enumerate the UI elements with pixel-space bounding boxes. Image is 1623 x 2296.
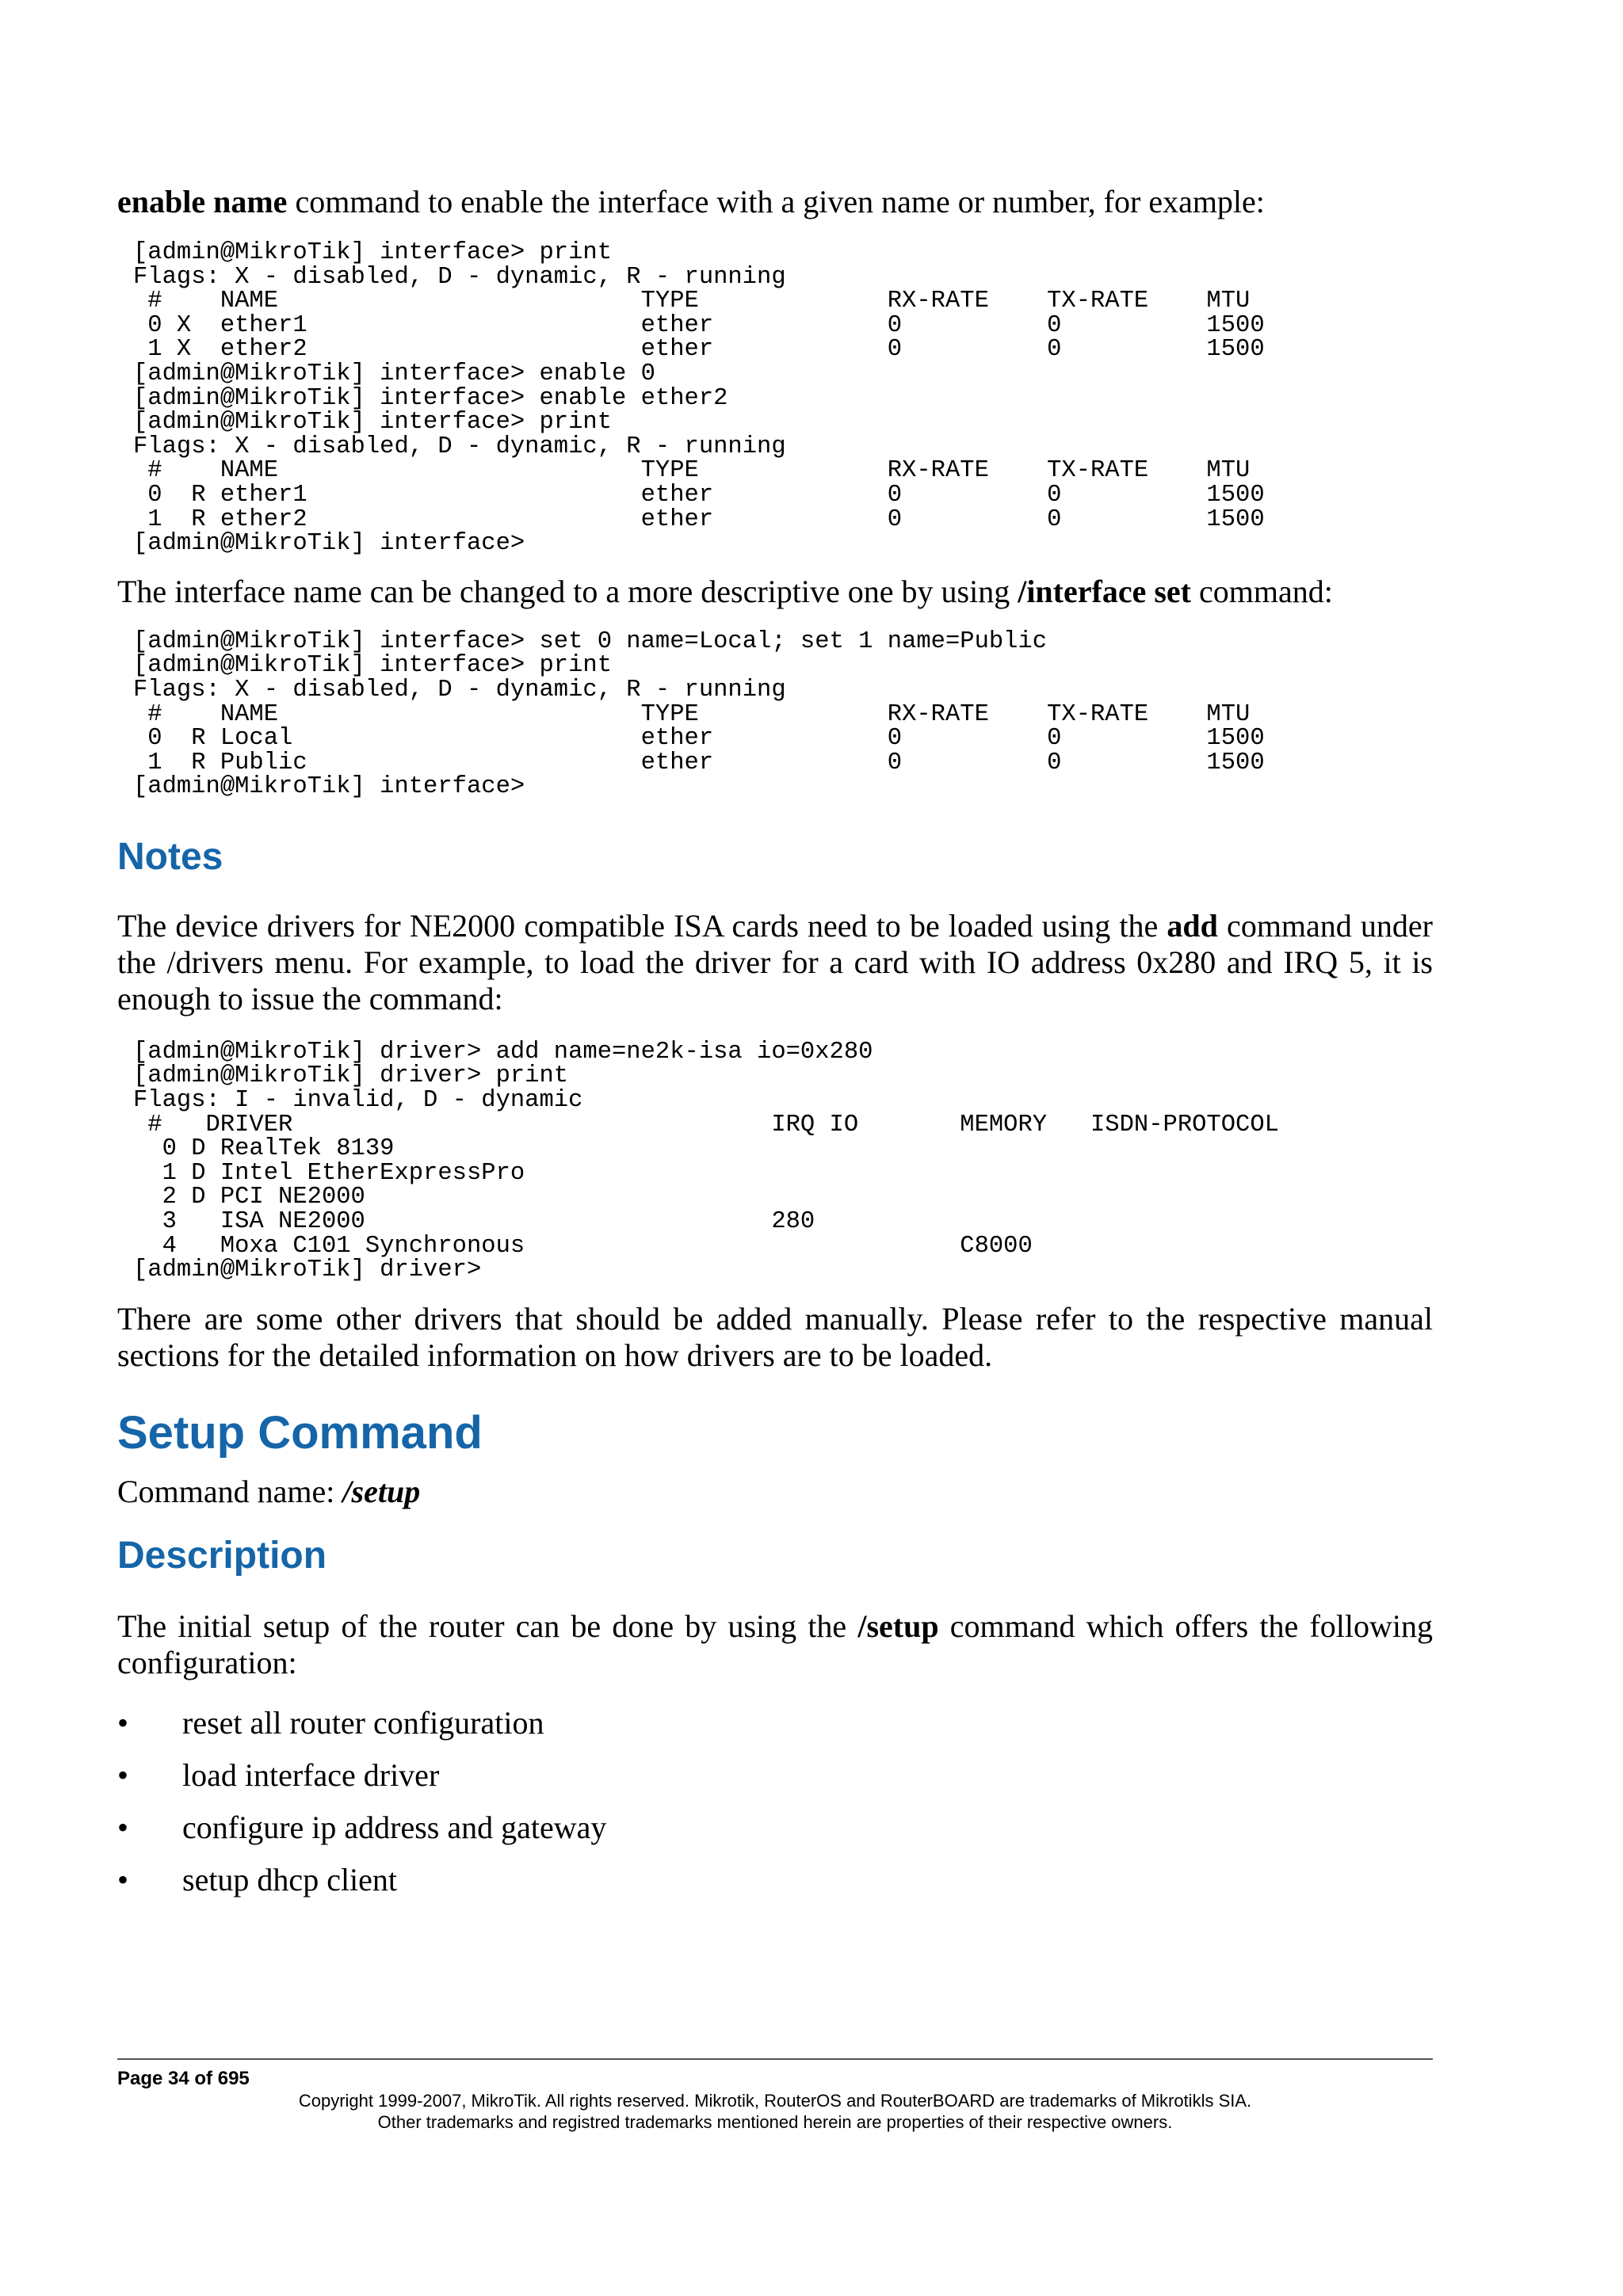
notes-heading: Notes — [117, 835, 223, 878]
list-item — [117, 1810, 1433, 1862]
page-footer — [117, 2058, 1433, 2133]
code-driver-example: [admin@MikroTik] driver> add name=ne2k-isa io=0x280 [admin@MikroTik] driver> print Flags: I - invalid, D - dynamic # DRIVER IRQ IO MEMORY ISDN-PROTOCOL 0 D RealTek 8139 1 D Intel EtherExpressPro 2 D PCI NE2000 3 ISA NE2000 280 4 Moxa C101 Synchronous C8000 [admin@MikroTik] driver> — [133, 1038, 1279, 1284]
rename-text-after: command: — [1190, 573, 1333, 609]
bullet-icon: • — [117, 1861, 129, 1897]
command-name-label: Command name: — [117, 1473, 343, 1509]
setup-command-heading: Setup Command — [117, 1406, 483, 1459]
rename-text-before: The interface name can be changed to a more descriptive one by using — [117, 573, 1018, 609]
description-text-after: command which offers the following configuration: — [117, 1608, 1433, 1680]
notes-paragraph-2: There are some other drivers that should be added manually. Please refer to the respective manual sections for the detailed information on how drivers are to be loaded. — [117, 1300, 1433, 1373]
list-item-text: configure ip address and gateway — [182, 1809, 607, 1845]
list-item-text: reset all router configuration — [182, 1704, 544, 1741]
code-enable-example: [admin@MikroTik] interface> print Flags: X - disabled, D - dynamic, R - running # NAME TYPE RX-RATE TX-RATE MTU 0 X ether1 ether 0 0 1500 1 X ether2 ether 0 0 1500 [admin@MikroTik] interface> enable 0 [admin@MikroTik] interface> enable ether2 [admin@MikroTik] interface> print Flags: X - disabled, D - dynamic, R - running # NAME TYPE RX-RATE TX-RATE MTU 0 R ether1 ether 0 0 1500 1 R ether2 ether 0 0 1500 [admin@MikroTik] interface> — [133, 239, 1265, 558]
code-rename-example: [admin@MikroTik] interface> set 0 name=Local; set 1 name=Public [admin@MikroTik] interface> print Flags: X - disabled, D - dynamic, R - running # NAME TYPE RX-RATE TX-RATE MTU 0 R Local ether 0 0 1500 1 R Public ether 0 0 1500 [admin@MikroTik] interface> — [133, 627, 1265, 801]
list-item — [117, 1862, 1433, 1914]
copyright-line-2: Other trademarks and registred trademarks mentioned herein are properties of their respective owners. — [377, 2112, 1173, 2132]
command-name-line — [117, 1474, 1433, 1510]
description-heading: Description — [117, 1534, 327, 1577]
footer-divider — [117, 2058, 1433, 2060]
notes-text-before: The device drivers for NE2000 compatible ISA cards need to be loaded using the — [117, 907, 1167, 944]
description-text-before: The initial setup of the router can be done by using the — [117, 1608, 858, 1644]
notes-paragraph-1 — [117, 908, 1433, 1017]
setup-feature-list — [117, 1705, 1433, 1914]
notes-add-command: add — [1167, 907, 1218, 944]
list-item — [117, 1705, 1433, 1757]
page-content — [117, 184, 1433, 1914]
rename-paragraph — [117, 574, 1433, 610]
copyright-line-1: Copyright 1999-2007, MikroTik. All rights reserved. Mikrotik, RouterOS and RouterBOARD are trademarks of Mikrotikls SIA. — [298, 2091, 1252, 2111]
description-paragraph — [117, 1608, 1433, 1681]
rename-command: /interface set — [1018, 573, 1191, 609]
bullet-icon: • — [117, 1809, 129, 1845]
list-item-text: setup dhcp client — [182, 1861, 398, 1897]
page-number: Page 34 of 695 — [117, 2068, 250, 2089]
notes-text-after: command under the /drivers menu. For example, to load the driver for a card with IO address 0x280 and IRQ 5, it is enough to issue the command: — [117, 907, 1434, 1016]
intro-command: enable name — [117, 184, 288, 219]
list-item-text: load interface driver — [182, 1756, 440, 1793]
command-name-value: /setup — [342, 1473, 421, 1509]
intro-paragraph — [117, 184, 1433, 220]
list-item — [117, 1757, 1433, 1810]
intro-text: command to enable the interface with a given name or number, for example: — [287, 184, 1265, 219]
bullet-icon: • — [117, 1756, 129, 1793]
bullet-icon: • — [117, 1704, 129, 1741]
description-setup-command: /setup — [857, 1608, 939, 1644]
